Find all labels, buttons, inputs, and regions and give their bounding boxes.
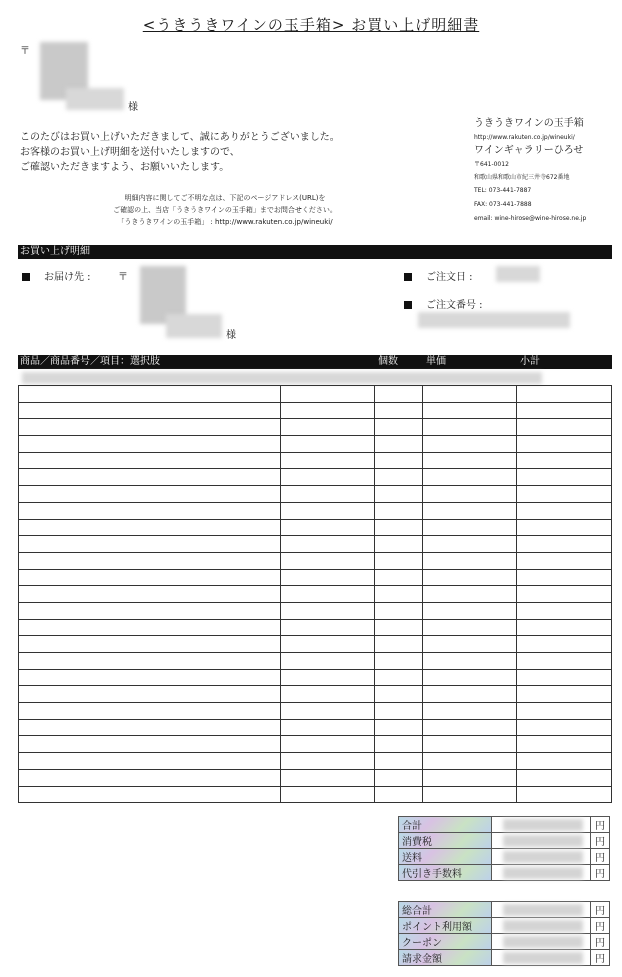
greeting-text (20, 130, 340, 175)
table-cell (517, 653, 612, 670)
table-cell (423, 469, 517, 486)
redacted-delivery-name (166, 314, 222, 338)
totals-value (492, 833, 591, 849)
table-row (19, 786, 612, 803)
table-cell (280, 619, 375, 636)
totals-unit: 円 (591, 817, 610, 833)
table-cell (375, 586, 423, 603)
table-cell (375, 552, 423, 569)
table-cell (375, 569, 423, 586)
table-cell (423, 586, 517, 603)
table-cell (19, 486, 281, 503)
totals-label: 総合計 (399, 902, 492, 918)
items-table (18, 385, 612, 803)
table-cell (375, 753, 423, 770)
totals-value (492, 817, 591, 833)
totals-row (399, 902, 610, 918)
table-cell (280, 669, 375, 686)
table-row (19, 736, 612, 753)
table-row (19, 469, 612, 486)
totals-table (398, 816, 610, 881)
totals-row (399, 934, 610, 950)
table-cell (423, 669, 517, 686)
table-cell (19, 586, 281, 603)
table-cell (19, 786, 281, 803)
table-row (19, 536, 612, 553)
table-cell (375, 386, 423, 403)
table-cell (19, 502, 281, 519)
table-cell (517, 753, 612, 770)
section-header: お買い上げ明細 (18, 245, 612, 259)
table-cell (375, 653, 423, 670)
postal-mark: 〒 (20, 46, 30, 57)
greeting-line: お客様のお買い上げ明細を送付いたしますので、 (20, 147, 240, 158)
bullet-square (22, 273, 30, 281)
totals-label: ポイント利用額 (399, 918, 492, 934)
table-cell (19, 686, 281, 703)
table-cell (19, 719, 281, 736)
table-cell (280, 719, 375, 736)
table-cell (19, 402, 281, 419)
table-cell (423, 502, 517, 519)
table-row (19, 669, 612, 686)
document-title: <うきうきワインの玉手箱> お買い上げ明細書 (142, 16, 480, 34)
table-cell (517, 769, 612, 786)
table-cell (375, 719, 423, 736)
table-cell (517, 486, 612, 503)
table-row (19, 519, 612, 536)
totals-value (492, 849, 591, 865)
totals-value (492, 902, 591, 918)
table-cell (375, 502, 423, 519)
delivery-postal-mark: 〒 (118, 272, 128, 283)
table-cell (517, 586, 612, 603)
table-cell (517, 636, 612, 653)
table-row (19, 586, 612, 603)
table-row (19, 502, 612, 519)
table-cell (280, 469, 375, 486)
table-cell (19, 552, 281, 569)
table-cell (423, 703, 517, 720)
table-cell (19, 436, 281, 453)
table-cell (375, 769, 423, 786)
table-cell (19, 736, 281, 753)
totals-unit: 円 (591, 865, 610, 881)
totals-label: 代引き手数料 (399, 865, 492, 881)
table-cell (517, 469, 612, 486)
table-cell (280, 686, 375, 703)
table-row (19, 419, 612, 436)
table-cell (19, 452, 281, 469)
table-cell (19, 636, 281, 653)
table-row (19, 619, 612, 636)
table-cell (375, 703, 423, 720)
bullet-square (404, 301, 412, 309)
table-cell (423, 452, 517, 469)
totals-value (492, 934, 591, 950)
table-row (19, 436, 612, 453)
table-cell (280, 519, 375, 536)
delivery-label: お届け先 : (44, 272, 91, 283)
shop-url: http://www.rakuten.co.jp/wineuki/ (474, 134, 575, 141)
table-cell (517, 736, 612, 753)
notice-line: 明細内容に関してご不明な点は、下記のページアドレス(URL)を (124, 194, 326, 202)
table-cell (19, 386, 281, 403)
table-cell (280, 436, 375, 453)
table-cell (280, 736, 375, 753)
table-cell (375, 669, 423, 686)
delivery-honorific: 様 (226, 330, 236, 341)
table-cell (19, 419, 281, 436)
table-cell (423, 386, 517, 403)
table-cell (280, 386, 375, 403)
table-cell (423, 536, 517, 553)
table-cell (280, 703, 375, 720)
table-cell (280, 636, 375, 653)
table-cell (517, 686, 612, 703)
totals-row (399, 833, 610, 849)
totals-value (492, 950, 591, 966)
redacted-order-date (496, 266, 540, 282)
shop-postal: 〒641-0012 (474, 161, 509, 168)
table-cell (375, 636, 423, 653)
table-cell (280, 602, 375, 619)
table-cell (280, 753, 375, 770)
table-row (19, 686, 612, 703)
table-cell (375, 436, 423, 453)
table-cell (423, 569, 517, 586)
totals-label: 合計 (399, 817, 492, 833)
shop-fax: FAX: 073-441-7888 (474, 201, 532, 208)
table-cell (19, 519, 281, 536)
table-row (19, 602, 612, 619)
table-cell (19, 703, 281, 720)
table-cell (280, 419, 375, 436)
table-cell (375, 736, 423, 753)
order-number-label: ご注文番号 : (426, 300, 483, 311)
table-cell (280, 536, 375, 553)
totals-unit: 円 (591, 833, 610, 849)
table-cell (423, 602, 517, 619)
shop-address: 和歌山県和歌山市紀三井寺672番地 (474, 174, 570, 181)
table-cell (280, 653, 375, 670)
totals-row (399, 849, 610, 865)
table-cell (375, 519, 423, 536)
totals-row (399, 918, 610, 934)
table-cell (375, 402, 423, 419)
col-subtotal-header: 小計 (520, 356, 540, 367)
table-cell (375, 686, 423, 703)
table-cell (517, 569, 612, 586)
shop-info (474, 116, 619, 226)
table-cell (280, 786, 375, 803)
totals-unit: 円 (591, 934, 610, 950)
table-row (19, 402, 612, 419)
table-cell (280, 452, 375, 469)
table-cell (423, 436, 517, 453)
greeting-line: ご確認いただきますよう、お願いいたします。 (20, 162, 230, 173)
totals-unit: 円 (591, 902, 610, 918)
table-cell (280, 486, 375, 503)
table-cell (19, 602, 281, 619)
table-cell (280, 502, 375, 519)
grand-totals-table (398, 901, 610, 966)
table-cell (280, 586, 375, 603)
table-row (19, 719, 612, 736)
table-cell (517, 436, 612, 453)
table-cell (423, 419, 517, 436)
table-cell (423, 653, 517, 670)
table-cell (375, 536, 423, 553)
redacted-item-line (22, 372, 542, 384)
table-cell (423, 519, 517, 536)
shop-email: email: wine-hirose@wine-hirose.ne.jp (474, 215, 587, 222)
table-cell (280, 569, 375, 586)
table-cell (517, 619, 612, 636)
table-cell (19, 569, 281, 586)
table-cell (517, 669, 612, 686)
totals-label: クーポン (399, 934, 492, 950)
table-cell (423, 769, 517, 786)
table-cell (19, 769, 281, 786)
table-cell (517, 452, 612, 469)
table-cell (517, 703, 612, 720)
table-cell (423, 619, 517, 636)
table-row (19, 653, 612, 670)
table-cell (517, 502, 612, 519)
table-cell (423, 552, 517, 569)
honorific: 様 (128, 102, 138, 113)
delivery-row (22, 268, 91, 283)
table-cell (423, 686, 517, 703)
table-cell (19, 536, 281, 553)
table-cell (423, 402, 517, 419)
table-cell (423, 636, 517, 653)
shop-tel: TEL: 073-441-7887 (474, 187, 532, 194)
table-cell (517, 519, 612, 536)
col-price-header: 単価 (426, 356, 446, 367)
table-cell (517, 386, 612, 403)
notice-text (60, 192, 390, 228)
redacted-name (66, 88, 124, 110)
table-cell (517, 552, 612, 569)
totals-value (492, 865, 591, 881)
table-row (19, 703, 612, 720)
table-cell (19, 619, 281, 636)
col-qty-header: 個数 (378, 356, 398, 367)
table-cell (517, 786, 612, 803)
table-row (19, 452, 612, 469)
table-cell (517, 402, 612, 419)
table-cell (375, 602, 423, 619)
table-row (19, 769, 612, 786)
table-cell (423, 486, 517, 503)
table-row (19, 569, 612, 586)
table-cell (423, 753, 517, 770)
table-cell (517, 536, 612, 553)
totals-label: 請求金額 (399, 950, 492, 966)
table-cell (423, 736, 517, 753)
totals-label: 送料 (399, 849, 492, 865)
totals-row (399, 950, 610, 966)
totals-unit: 円 (591, 849, 610, 865)
totals-unit: 円 (591, 950, 610, 966)
table-row (19, 636, 612, 653)
table-cell (517, 719, 612, 736)
table-row (19, 753, 612, 770)
notice-line: 「うきうきワインの玉手箱」 : http://www.rakuten.co.jp/wineuki/ (117, 218, 333, 226)
table-cell (19, 753, 281, 770)
table-cell (375, 419, 423, 436)
table-cell (280, 769, 375, 786)
table-cell (19, 669, 281, 686)
totals-value (492, 918, 591, 934)
order-date-label: ご注文日 : (426, 272, 473, 283)
table-cell (375, 452, 423, 469)
table-cell (280, 552, 375, 569)
table-cell (423, 719, 517, 736)
table-cell (423, 786, 517, 803)
table-cell (375, 486, 423, 503)
order-number-row (404, 296, 483, 311)
table-cell (375, 786, 423, 803)
bullet-square (404, 273, 412, 281)
shop-gallery: ワインギャラリーひろせ (474, 145, 584, 156)
table-cell (280, 402, 375, 419)
totals-label: 消費税 (399, 833, 492, 849)
order-date-row (404, 268, 473, 283)
totals-row (399, 865, 610, 881)
table-cell (517, 419, 612, 436)
notice-line: ご確認の上、当店「うきうきワインの玉手箱」までお問合せください。 (113, 206, 337, 214)
shop-name: うきうきワインの玉手箱 (474, 118, 584, 129)
greeting-line: このたびはお買い上げいただきまして、誠にありがとうございました。 (20, 132, 340, 143)
table-cell (375, 619, 423, 636)
table-row (19, 486, 612, 503)
table-cell (375, 469, 423, 486)
col-item-header: 商品／商品番号／項目：選択肢 (20, 356, 160, 367)
totals-row (399, 817, 610, 833)
table-row (19, 552, 612, 569)
table-row (19, 386, 612, 403)
table-cell (19, 653, 281, 670)
redacted-order-number (418, 312, 570, 328)
table-cell (19, 469, 281, 486)
totals-unit: 円 (591, 918, 610, 934)
table-cell (517, 602, 612, 619)
